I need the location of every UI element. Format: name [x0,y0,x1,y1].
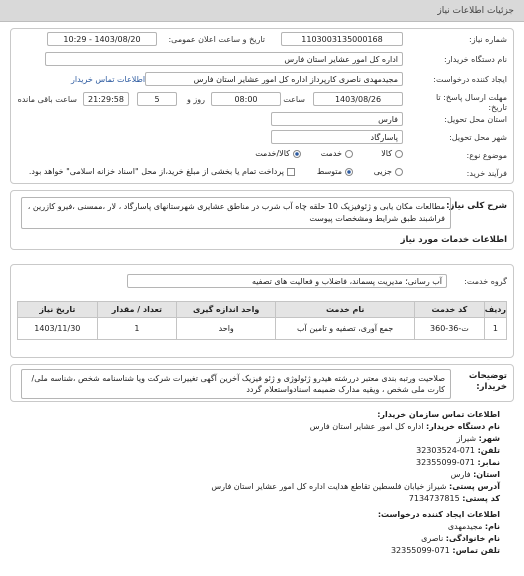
creator-label: ایجاد کننده درخواست: [433,75,507,84]
cell-code: ت-36-360 [415,318,485,340]
days-label: روز و [187,95,205,104]
cell-name: جمع آوری، تصفیه و تامین آب [276,318,415,340]
org-city-line: شهر: شیراز [456,434,500,443]
cell-row: 1 [484,318,506,340]
process-option-medium[interactable]: متوسط [317,167,353,176]
radio-selected-icon [345,168,353,176]
page-title: جزئیات اطلاعات نیاز [437,6,514,16]
services-panel [10,264,514,358]
page-header [0,0,524,22]
category-label: موضوع نوع: [466,151,507,160]
need-number-field: 1103003135000168 [281,32,403,46]
org-phone-line: تلفن: 071-32303524 [416,446,500,455]
category-option-goods-service[interactable]: کالا/خدمت [255,149,301,158]
org-fax-line: نمابر: 071-32355099 [416,458,500,467]
col-qty: تعداد / مقدار [97,302,176,318]
buyer-notes-panel [10,364,514,402]
need-details-panel [10,28,514,184]
remaining-label: ساعت باقی مانده [17,95,77,104]
remaining-time-field: 21:29:58 [83,92,129,106]
col-unit: واحد اندازه گیری [177,302,276,318]
summary-label: شرح کلی نیاز: [446,201,507,211]
checkbox-icon [287,168,295,176]
creator-contact-title: اطلاعات ایجاد کننده درخواست: [377,510,500,519]
org-name-line: نام دستگاه خریدار: اداره کل امور عشایر استان فارس [309,422,500,431]
buyer-field: اداره کل امور عشایر استان فارس [45,52,403,66]
services-section-title: اطلاعات خدمات مورد نیاز [400,235,507,245]
process-option-minor[interactable]: جزیی [374,167,403,176]
deadline-time-field: 08:00 [211,92,281,106]
payment-treasury-checkbox[interactable]: پرداخت تمام یا بخشی از مبلغ خرید،از محل "اسناد خزانه اسلامی" خواهد بود. [29,167,295,176]
deadline-date-field: 1403/08/26 [313,92,403,106]
org-postal-line: کد پستی: 7134737815 [408,494,500,503]
buyer-notes-text: صلاحیت ورتبه بندی معتبر دررشته هیدرو ژئولوژی و ژئو فیزیک آخرین آگهی تغییرات شرکت ویا شناسنامه شخص ،شناسه ملی/کارت ملی شخص ، ویقیه مدارک ضمیمه اسنادواستعلام گردد [21,369,451,399]
province-field: فارس [271,112,403,126]
announce-field: 1403/08/20 - 10:29 [47,32,157,46]
summary-panel [10,190,514,250]
creator-phone-line: تلفن تماس: 071-32355099 [390,546,500,555]
radio-icon [395,150,403,158]
service-group-label: گروه خدمت: [464,277,507,286]
creator-last-line: نام خانوادگی: ناصری [421,534,500,543]
contact-panel [10,408,514,568]
province-label: استان محل تحویل: [444,115,507,124]
org-province-line: استان: فارس [450,470,500,479]
days-field: 5 [137,92,177,106]
org-address-line: آدرس پستی: شیراز خیابان فلسطین تقاطع هدایت اداره کل امور عشایر استان فارس [211,482,500,491]
creator-first-line: نام: مجیدمهدی [447,522,500,531]
table-row[interactable] [18,318,507,340]
services-table [17,301,507,340]
process-label: فرآیند خرید: [466,169,507,178]
service-group-field: آب رسانی؛ مدیریت پسماند، فاضلاب و فعالیت های تصفیه [127,274,447,288]
city-label: شهر محل تحویل: [449,133,507,142]
org-contact-title: اطلاعات تماس سازمان خریدار: [377,410,500,419]
city-field: پاسارگاد [271,130,403,144]
col-code: کد خدمت [415,302,485,318]
col-date: تاریخ نیاز [18,302,98,318]
deadline-label: مهلت ارسال پاسخ: تا تاریخ: [435,93,507,112]
category-option-service[interactable]: خدمت [321,149,353,158]
deadline-time-label: ساعت [283,95,305,104]
radio-selected-icon [293,150,301,158]
summary-text: مطالعات مکان یابی و ژئوفیزیک 10 حلقه چاه آب شرب در مناطق عشایری شهرستانهای پاسارگاد ، لار ،ممسنی ،فیرو کازرین ، فراشبند طبق شرایط ومشخصات پیوست [21,197,451,229]
col-name: نام خدمت [276,302,415,318]
creator-field: مجیدمهدی ناصری کارپرداز اداره کل امور عشایر استان فارس [145,72,403,86]
buyer-label: نام دستگاه خریدار: [444,55,507,64]
buyer-notes-label: توضیحات خریدار: [468,371,507,392]
radio-icon [395,168,403,176]
need-number-label: شماره نیاز: [469,35,507,44]
col-row: ردیف [484,302,506,318]
cell-qty: 1 [97,318,176,340]
buyer-contact-link[interactable]: اطلاعات تماس خریدار [71,75,146,84]
announce-label: تاریخ و ساعت اعلان عمومی: [168,35,265,44]
cell-date: 1403/11/30 [18,318,98,340]
cell-unit: واحد [177,318,276,340]
table-header-row [18,302,507,318]
category-option-goods[interactable]: کالا [381,149,403,158]
radio-icon [345,150,353,158]
